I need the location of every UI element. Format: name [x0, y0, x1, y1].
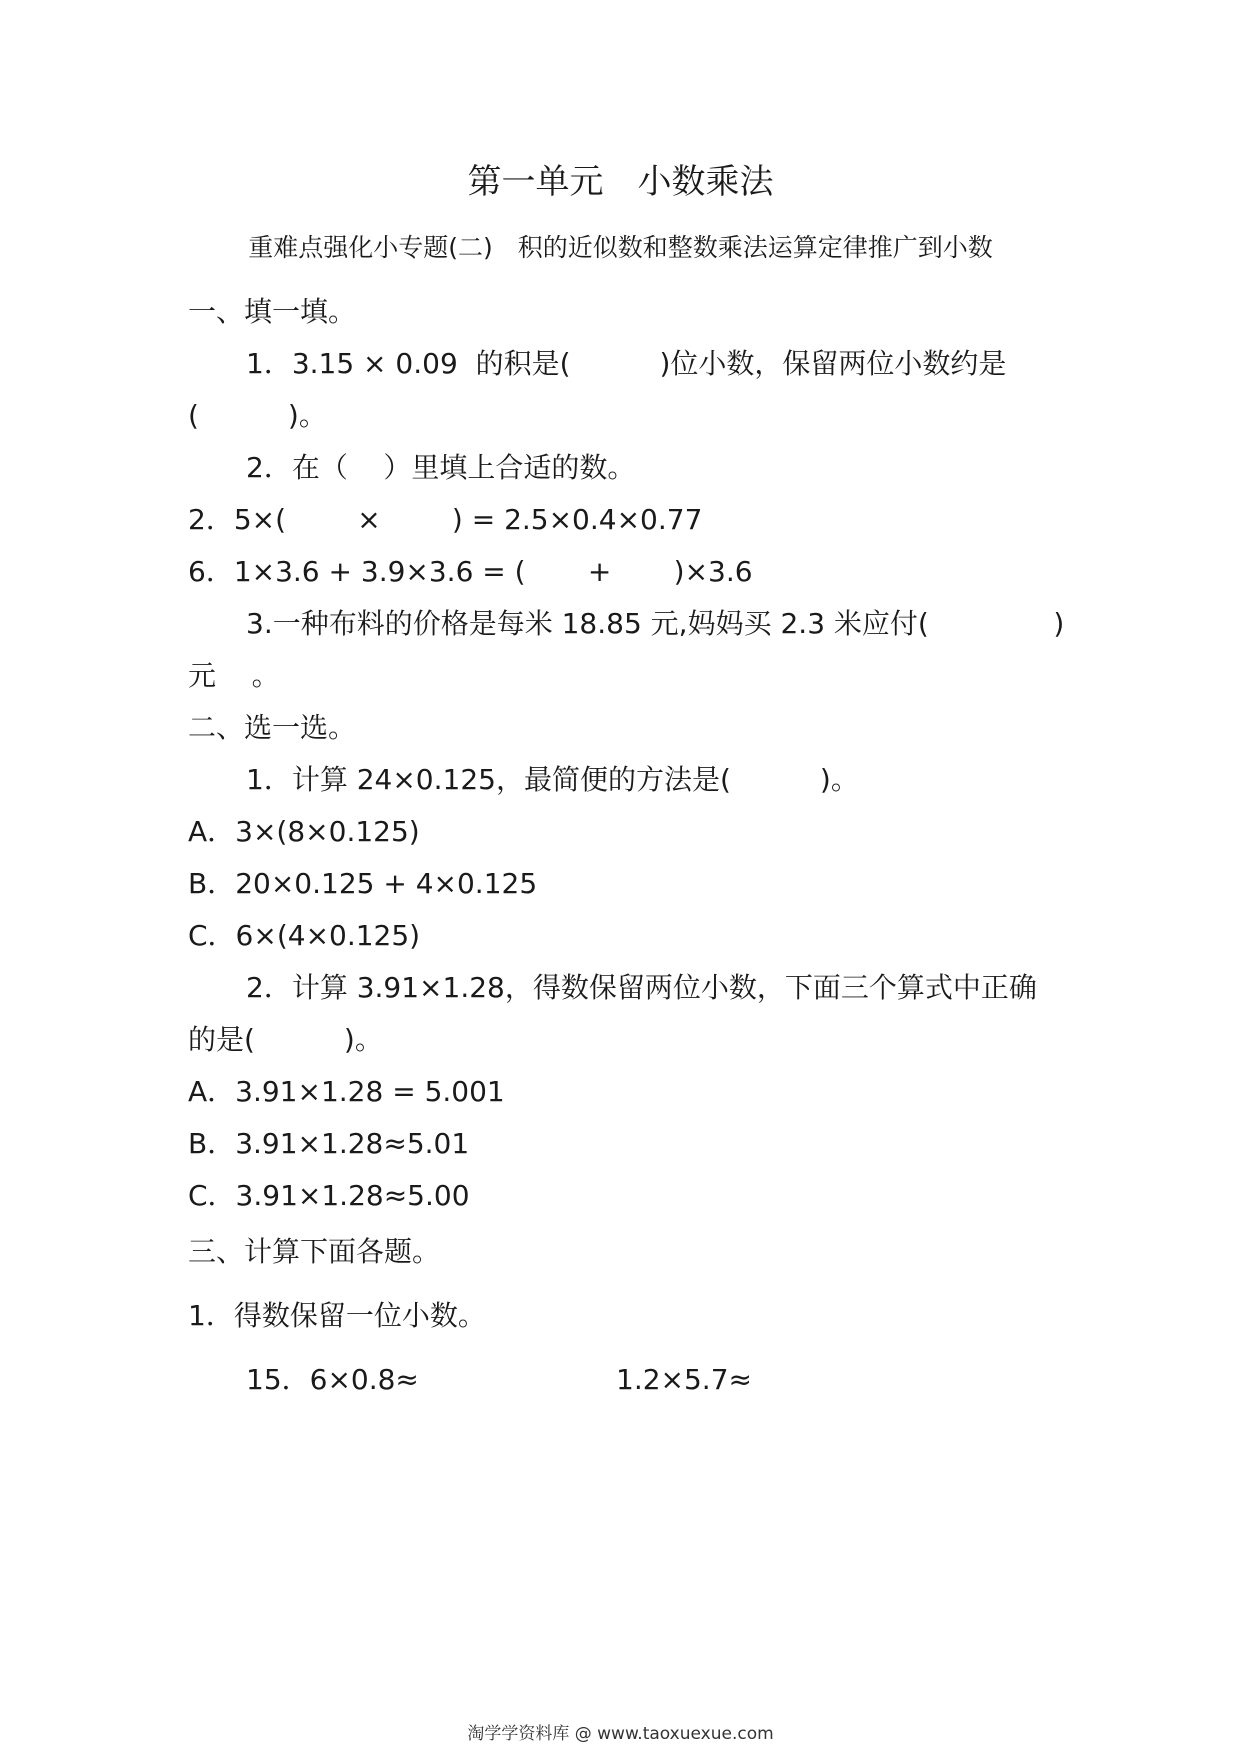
s2-q2-line1: 2．计算 3.91×1.28，得数保留两位小数，下面三个算式中正确 [246, 971, 1037, 1004]
s1-q3-line1: 3.一种布料的价格是每米 18.85 元,妈妈买 2.3 米应付( ) [246, 607, 1065, 640]
s3-expression-2: 1.2×5.7≈ [616, 1363, 752, 1396]
s2-q2-option-a: A．3.91×1.28 = 5.001 [188, 1075, 505, 1108]
s3-expression-1: 15．6×0.8≈ [246, 1363, 419, 1396]
s1-q2-a: 2．5×( × ) = 2.5×0.4×0.77 [188, 503, 703, 536]
page-title: 第一单元 小数乘法 [467, 162, 774, 202]
s2-q1-option-a: A．3×(8×0.125) [188, 815, 420, 848]
page-subtitle: 重难点强化小专题(二) 积的近似数和整数乘法运算定律推广到小数 [248, 233, 993, 262]
s2-q1-option-b: B．20×0.125 + 4×0.125 [188, 867, 538, 900]
s2-q2-line2: 的是( )。 [188, 1023, 383, 1056]
s1-q3-line2: 元 。 [188, 659, 280, 692]
s2-q1-option-c: C．6×(4×0.125) [188, 919, 421, 952]
s1-q2-b: 6．1×3.6 + 3.9×3.6 = ( + )×3.6 [188, 555, 753, 588]
page-footer: 淘学学资料库 @ www.taoxuexue.com [467, 1724, 774, 1744]
section-3-heading: 三、计算下面各题。 [188, 1235, 441, 1268]
section-2-heading: 二、选一选。 [188, 711, 357, 744]
s2-q2-option-c: C．3.91×1.28≈5.00 [188, 1179, 470, 1212]
s2-q1: 1．计算 24×0.125，最简便的方法是( )。 [246, 763, 859, 796]
s3-q1: 1．得数保留一位小数。 [188, 1299, 486, 1332]
s1-q2: 2．在（ ）里填上合适的数。 [246, 451, 636, 484]
section-1-heading: 一、填一填。 [188, 295, 357, 328]
s1-q1-line1: 1．3.15 × 0.09 的积是( )位小数，保留两位小数约是 [246, 347, 1007, 380]
s1-q1-line2: ( )。 [188, 399, 327, 432]
s2-q2-option-b: B．3.91×1.28≈5.01 [188, 1127, 470, 1160]
